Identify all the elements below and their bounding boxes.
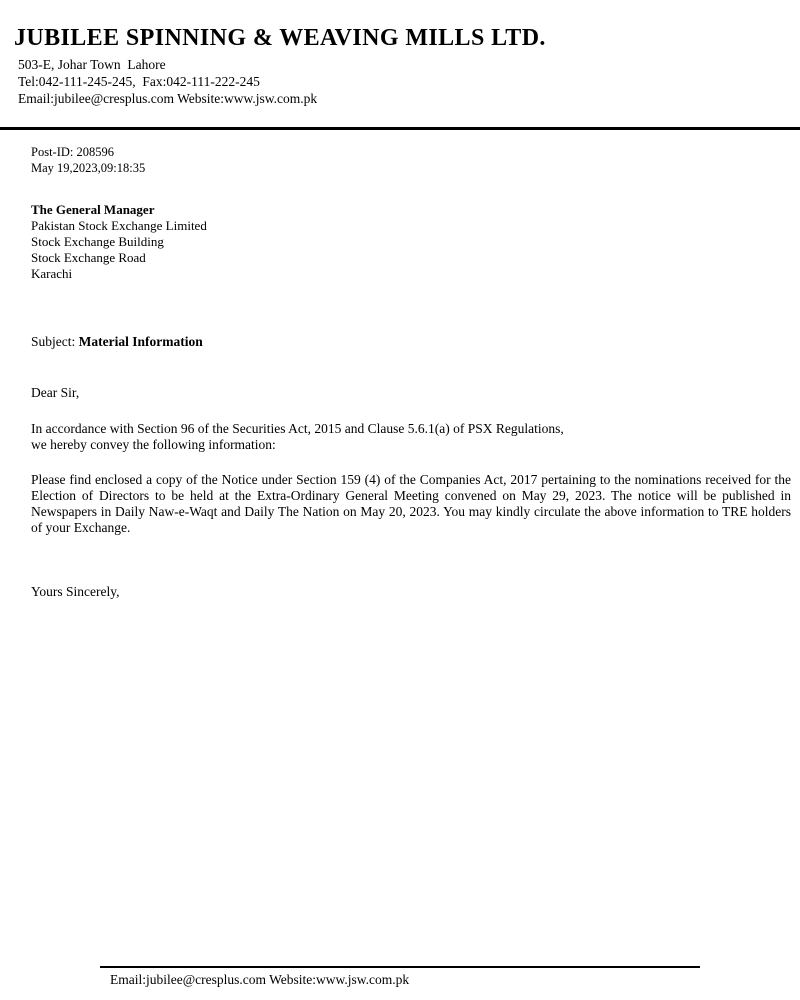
subject-value: Material Information: [78, 334, 203, 349]
letter-body: [31, 144, 790, 600]
company-name: JUBILEE SPINNING & WEAVING MILLS LTD.: [14, 25, 546, 51]
closing: Yours Sincerely,: [31, 584, 120, 599]
recipient-line: Stock Exchange Building: [31, 234, 164, 249]
post-id: Post-ID: 208596: [31, 145, 114, 159]
paragraph-intro-line1: In accordance with Section 96 of the Securities Act, 2015 and Clause 5.6.1(a) of PSX Regulations,: [31, 421, 564, 436]
post-datetime: May 19,2023,09:18:35: [31, 161, 146, 175]
subject-label: Subject:: [31, 334, 79, 349]
paragraph-intro-line2: we hereby convey the following information:: [31, 437, 276, 452]
company-address: 503-E, Johar Town Lahore: [18, 57, 166, 72]
footer-divider: [100, 966, 700, 968]
recipient-line: Stock Exchange Road: [31, 250, 146, 265]
salutation: Dear Sir,: [31, 385, 80, 400]
recipient-line: Pakistan Stock Exchange Limited: [31, 218, 207, 233]
footer-email-web: Email:jubilee@cresplus.com Website:www.jsw.com.pk: [110, 972, 410, 987]
paragraph-main: Please find enclosed a copy of the Notice under Section 159 (4) of the Companies Act, 2017 pertaining to the nominations received for the Election of Directors to be held at the Extra-Ordinary General Meeting convened on May 29, 2023. The notice will be published in Newspapers in Daily Naw-e-Waqt and Daily The Nation on May 20, 2023. You may kindly circulate the above information to TRE holders of your Exchange.: [31, 472, 791, 535]
recipient-line: Karachi: [31, 266, 73, 281]
subject-line: [31, 334, 790, 350]
paragraph-intro: [31, 421, 790, 453]
letterhead: [0, 0, 800, 107]
post-meta: [31, 144, 790, 176]
header-divider: [0, 127, 800, 130]
recipient-title: The General Manager: [31, 202, 155, 217]
letter-footer: [100, 966, 700, 988]
company-phone-fax: Tel:042-111-245-245, Fax:042-111-222-245: [18, 74, 260, 89]
company-email-web: Email:jubilee@cresplus.com Website:www.jsw.com.pk: [18, 91, 318, 106]
recipient-block: [31, 202, 790, 282]
